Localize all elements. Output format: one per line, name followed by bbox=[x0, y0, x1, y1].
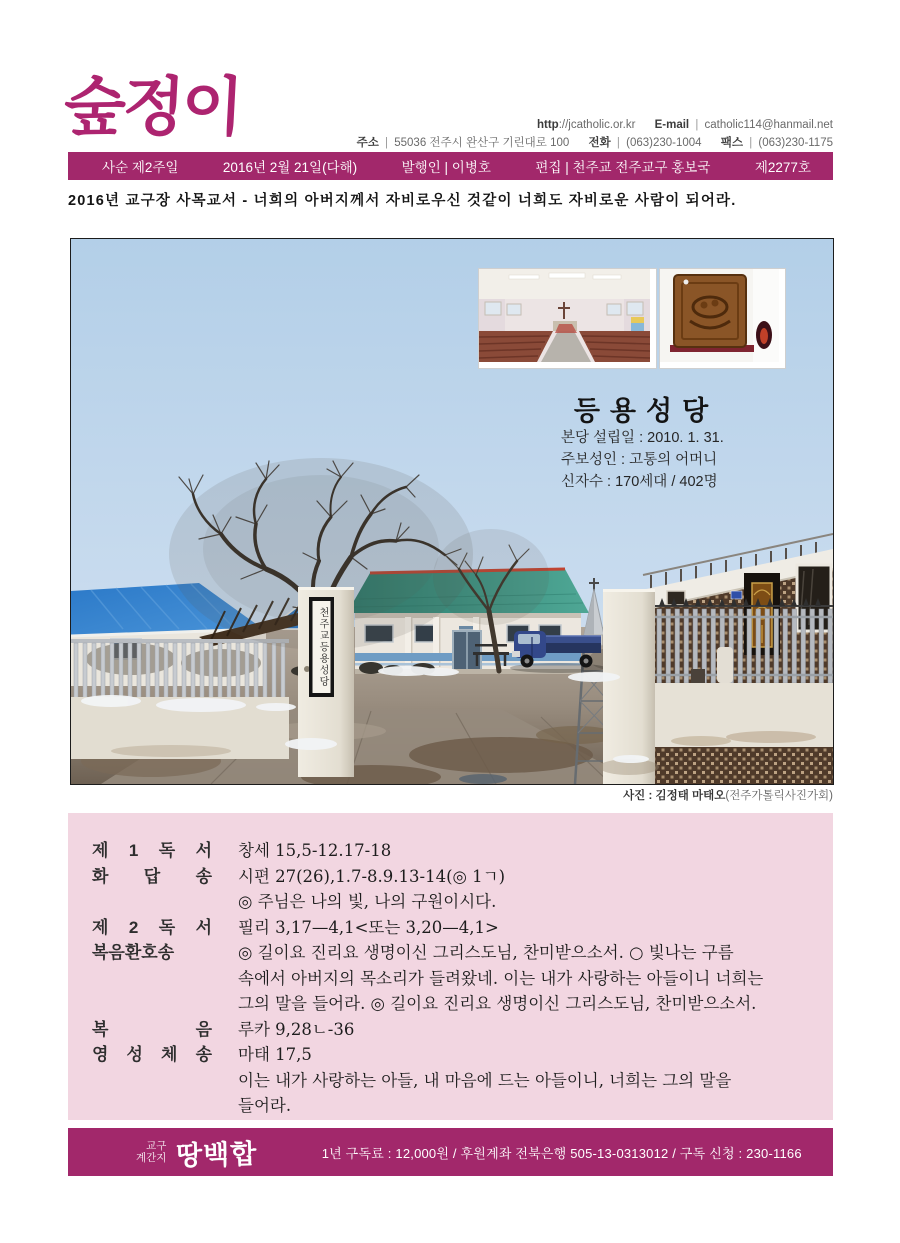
phone-label: 전화 bbox=[588, 137, 611, 149]
reading-label: 제 1 독 서 bbox=[92, 841, 212, 860]
gate-sign-text: 천주교등용성당 bbox=[317, 606, 328, 688]
fax-value: (063)230-1175 bbox=[758, 137, 833, 149]
church-name-title: 등용성당 bbox=[573, 396, 719, 427]
blue-truck bbox=[510, 631, 606, 673]
reading-label: 복 음 bbox=[92, 1019, 212, 1039]
email-label: E-mail bbox=[654, 119, 690, 131]
issue-info-bar bbox=[68, 152, 833, 180]
photo-credit-org: (전주가톨릭사진가회) bbox=[725, 790, 833, 802]
email-value[interactable]: catholic114@hanmail.net bbox=[704, 119, 833, 131]
church-photo bbox=[70, 238, 834, 785]
reading-line: 마태 17,5 bbox=[238, 1045, 312, 1064]
reading-label: 영 성 체 송 bbox=[92, 1045, 212, 1064]
separator: | bbox=[616, 137, 620, 149]
url-rest[interactable]: ://jcatholic.or.kr bbox=[558, 119, 636, 131]
reading-row bbox=[92, 1017, 813, 1043]
quarterly-label bbox=[136, 1140, 166, 1165]
reading-content bbox=[238, 838, 391, 864]
reading-line: 루카 9,28ㄴ-36 bbox=[238, 1019, 355, 1039]
contact-line-address bbox=[357, 134, 833, 152]
liturgical-season: 사순 제2주일 bbox=[102, 160, 179, 175]
reading-content bbox=[238, 1042, 731, 1119]
url-bold: http bbox=[536, 119, 559, 131]
inset-photo-interior bbox=[479, 269, 656, 368]
church-members-line: 신자수 : 170세대 / 402명 bbox=[561, 474, 718, 490]
readings-table bbox=[92, 838, 813, 1119]
separator: | bbox=[695, 119, 699, 131]
photo-credit: 사진 : 김정태 마태오 bbox=[623, 790, 726, 802]
separator: | bbox=[385, 137, 389, 149]
reading-row bbox=[92, 940, 813, 1017]
reading-content bbox=[238, 940, 763, 1017]
contact-line-web bbox=[357, 116, 833, 134]
address-value: 55036 전주시 완산구 기린대로 100 bbox=[394, 137, 570, 149]
publisher: 발행인 | 이병호 bbox=[401, 160, 491, 175]
reading-content bbox=[238, 915, 499, 941]
reading-line: 창세 15,5-12.17-18 bbox=[238, 841, 392, 860]
contact-block bbox=[357, 116, 833, 152]
separator: | bbox=[749, 137, 753, 149]
phone-value: (063)230-1004 bbox=[626, 137, 702, 149]
reading-line: ◎ 길이요 진리요 생명이신 그리스도님, 찬미받으소서. ○ 빛나는 구름 bbox=[238, 943, 734, 962]
reading-content bbox=[238, 1017, 354, 1043]
quarterly-label-line1: 교구 bbox=[146, 1139, 167, 1152]
footer-bar bbox=[68, 1128, 833, 1176]
photo-caption bbox=[70, 787, 833, 803]
reading-label: 복음환호송 bbox=[92, 943, 175, 962]
inset-photo-carving bbox=[660, 269, 785, 368]
reading-line: 필리 3,17—4,1<또는 3,20—4,1> bbox=[238, 917, 499, 937]
editor: 편집 | 천주교 전주교구 홍보국 bbox=[535, 160, 711, 175]
reading-line: ◎ 주님은 나의 빛, 나의 구원이시다. bbox=[238, 892, 497, 911]
reading-label: 제 2 독 서 bbox=[92, 917, 212, 937]
subscription-info: 1년 구독료 : 12,000원 / 후원계좌 전북은행 505-13-0313012 / 구독 신청 : 230-1166 bbox=[321, 1145, 802, 1161]
pastoral-motto: 2016년 교구장 사목교서 - 너희의 아버지께서 자비로우신 것같이 너희도 자비로운 사람이 되어라. bbox=[68, 193, 737, 209]
address-label: 주소 bbox=[356, 137, 379, 149]
newsletter-logo: 숲정이 bbox=[62, 71, 243, 145]
issue-date: 2016년 2월 21일(다해) bbox=[222, 160, 358, 175]
church-patron-line: 주보성인 : 고통의 어머니 bbox=[561, 452, 718, 468]
issue-number: 제2277호 bbox=[754, 160, 811, 175]
church-info-block bbox=[561, 427, 724, 493]
reading-label: 화 답 송 bbox=[92, 866, 212, 886]
reading-line: 그의 말을 들어라. ◎ 길이요 진리요 생명이신 그리스도님, 찬미받으소서. bbox=[238, 994, 757, 1013]
reading-row bbox=[92, 1042, 813, 1119]
reading-row bbox=[92, 838, 813, 864]
reading-row bbox=[92, 915, 813, 941]
reading-line: 이는 내가 사랑하는 아들, 내 마음에 드는 아들이니, 너희는 그의 말을 bbox=[238, 1070, 732, 1090]
reading-line: 들어라. bbox=[238, 1096, 292, 1115]
fax-label: 팩스 bbox=[720, 137, 743, 149]
reading-line: 시편 27(26),1.7-8.9.13-14(◎ 1ㄱ) bbox=[238, 866, 506, 886]
readings-box bbox=[68, 813, 833, 1120]
quarterly-logo: 땅백합 bbox=[176, 1138, 259, 1172]
quarterly-label-line2: 계간지 bbox=[136, 1152, 167, 1164]
reading-content bbox=[238, 864, 505, 915]
reading-line: 속에서 아버지의 목소리가 들려왔네. 이는 내가 사랑하는 아들이니 너희는 bbox=[238, 968, 764, 988]
reading-row bbox=[92, 864, 813, 915]
church-founded-line: 본당 설립일 : 2010. 1. 31. bbox=[561, 430, 724, 446]
gate-pillar-right bbox=[599, 589, 659, 784]
